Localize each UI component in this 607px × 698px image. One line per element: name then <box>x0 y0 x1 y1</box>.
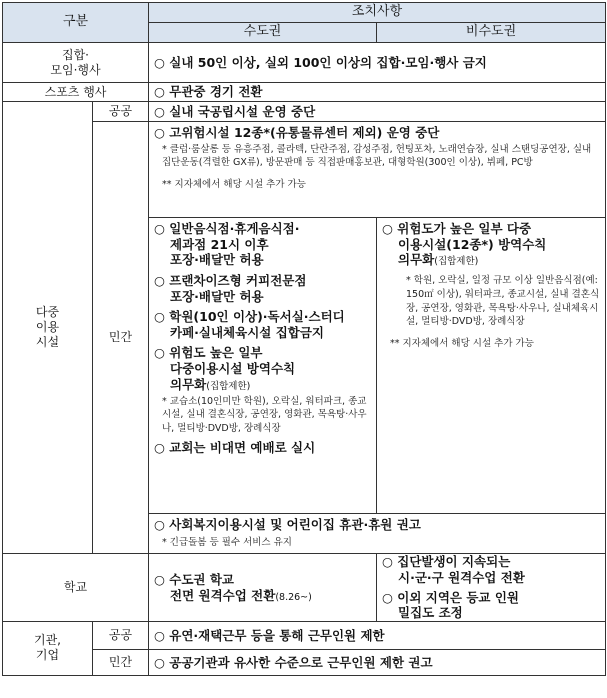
noncapital-risk-measure <box>382 221 600 268</box>
header-noncapital: 비수도권 <box>377 23 606 43</box>
noncapital-risk-line1: ○ 위험도가 높은 일부 다중 <box>382 221 532 236</box>
noncapital-local-note: ** 지자체에서 해당 시설 추가 가능 <box>390 338 534 350</box>
capital-private-cell <box>149 218 377 514</box>
academy-line2: 카페·실내체육시설 집합금지 <box>170 324 325 340</box>
multiuse-label-line1: 다중 <box>35 305 60 320</box>
school-noncapital-line3: ○ 이외 지역은 등교 인원 <box>382 589 519 605</box>
school-noncapital-cell <box>377 554 606 622</box>
academy-line1: ○ 학원(10인 이상)·독서실·스터디 <box>154 309 345 325</box>
welfare-note: * 긴급돌봄 등 필수 서비스 유지 <box>162 536 292 548</box>
public-facility-label: 공공 <box>93 102 149 122</box>
noncapital-risk-note: * 학원, 오락실, 일정 규모 이상 일반음식점(예: 150㎡ 이상), 워터파크, 종교시설, 실내 결혼식장, 공연장, 영화관, 목욕탕·사우나, 실내체육시설, 멀티방·DVD방, 장례식장 <box>406 275 600 328</box>
welfare-cell <box>149 514 606 554</box>
school-capital-line2 <box>154 588 371 604</box>
restaurant-measure <box>154 221 371 268</box>
school-noncapital-line1: ○ 집단발생이 지속되는 <box>382 554 511 570</box>
noncapital-risk-line2: 이용시설(12종*) 방역수칙 <box>398 236 547 252</box>
noncapital-risk-line3-small: (집합제한) <box>434 256 479 268</box>
school-noncapital-line2: 시·군·구 원격수업 전환 <box>398 570 525 586</box>
school-label: 학교 <box>3 554 149 622</box>
church-measure: ○ 교회는 비대면 예배로 실시 <box>154 439 316 455</box>
noncapital-risk-line3-main: 의무화 <box>398 252 435 268</box>
restaurant-line2: 제과점 21시 이후 <box>170 236 269 252</box>
institutions-public-measure: ○ 유연·재택근무 등을 통해 근무인원 제한 <box>149 621 606 649</box>
public-facility-measure: ○ 실내 국공립시설 운영 중단 <box>149 102 606 122</box>
institutions-private-label: 민간 <box>93 649 149 675</box>
noncapital-risk-line3 <box>382 252 600 268</box>
high-risk-local-note: ** 지자체에서 해당 시설 추가 가능 <box>162 179 306 191</box>
school-capital-line2-small: (8.26~) <box>275 591 312 603</box>
measures-table <box>2 2 606 676</box>
gathering-label-line1: 집합· <box>62 47 89 62</box>
sports-label: 스포츠 행사 <box>3 83 149 102</box>
institutions-label-line1: 기관, <box>34 633 61 648</box>
capital-risk-line3-small: (집합제한) <box>206 380 251 392</box>
high-risk-title: ○ 고위험시설 12종*(유통물류센터 제외) 운영 중단 <box>154 125 440 140</box>
capital-risk-line1: ○ 위험도 높은 일부 <box>154 345 263 361</box>
academy-measure <box>154 309 371 340</box>
high-risk-cell <box>149 122 606 218</box>
franchise-line2: 포장·배달만 허용 <box>170 288 264 304</box>
institutions-private-measure: ○ 공공기관과 유사한 수준으로 근무인원 제한 권고 <box>149 649 606 675</box>
capital-risk-line3-main: 의무화 <box>170 376 207 392</box>
institutions-label <box>3 621 93 675</box>
gathering-measure: ○ 실내 50인 이상, 실외 100인 이상의 집합·모임·행사 금지 <box>149 43 606 83</box>
restaurant-line1: ○ 일반음식점·휴게음식점· <box>154 221 300 236</box>
capital-risk-note: * 교습소(10인미만 학원), 오락실, 워터파크, 종교시설, 실내 결혼식장, 공연장, 영화관, 목욕탕·사우나, 멀티방·DVD방, 장례식장 <box>162 395 367 435</box>
restaurant-line3: 포장·배달만 허용 <box>170 252 264 268</box>
capital-risk-line3 <box>154 377 371 393</box>
noncapital-private-cell <box>377 218 606 514</box>
header-capital: 수도권 <box>149 23 377 43</box>
school-capital-line1: ○ 수도권 학교 <box>154 571 234 587</box>
capital-risk-line2: 다중이용시설 방역수칙 <box>170 361 296 376</box>
header-category: 구분 <box>3 3 149 43</box>
high-risk-note: * 클럽·룸살롱 등 유흥주점, 콜라텍, 단란주점, 감성주점, 헌팅포차, 노래연습장, 실내 스탠딩공연장, 실내집단운동(격렬한 GX류), 방문판매 등 직접판매홍보관, 대형학원(300인 이상), 뷔페, PC방 <box>162 143 592 169</box>
measures-table-page <box>2 2 605 696</box>
franchise-line1: ○ 프랜차이즈형 커피전문점 <box>154 272 307 288</box>
private-facility-label: 민간 <box>93 122 149 554</box>
school-capital-line2-main: 전면 원격수업 전환 <box>170 587 276 603</box>
school-capital-cell <box>149 554 377 622</box>
school-noncapital-line4: 밀집도 조정 <box>398 605 463 621</box>
capital-risk-measure <box>154 345 371 392</box>
gathering-label <box>3 43 149 83</box>
multiuse-label-line2: 이용 <box>35 320 60 335</box>
multiuse-label <box>3 102 93 554</box>
franchise-measure <box>154 273 371 304</box>
institutions-label-line2: 기업 <box>35 648 60 663</box>
institutions-public-label: 공공 <box>93 621 149 649</box>
multiuse-label-line3: 시설 <box>35 335 60 350</box>
sports-measure: ○ 무관중 경기 전환 <box>149 83 606 102</box>
header-measures: 조치사항 <box>149 3 606 23</box>
welfare-measure: ○ 사회복지이용시설 및 어린이집 휴관·휴원 권고 <box>154 517 421 532</box>
gathering-label-line2: 모임·행사 <box>50 62 101 77</box>
